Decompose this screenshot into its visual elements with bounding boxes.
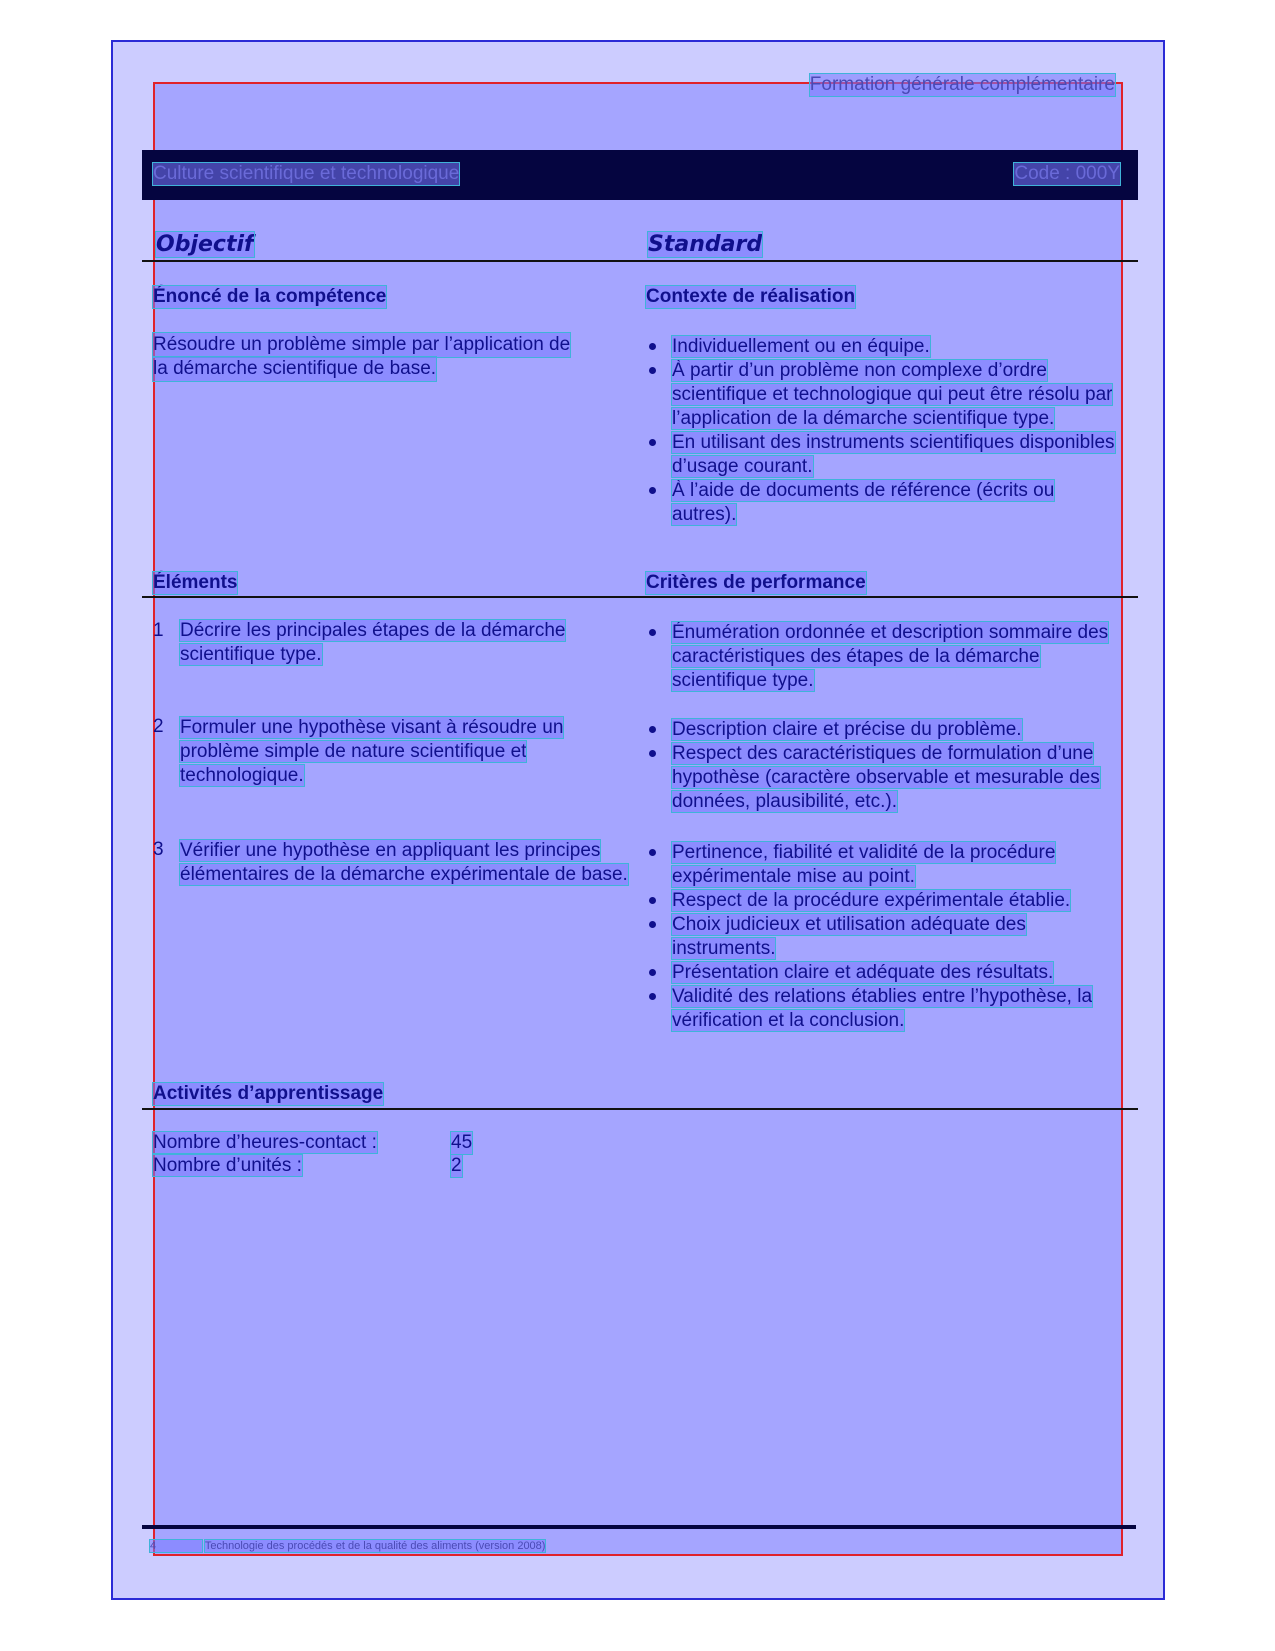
- list-item: À l’aide de documents de référence (écrits ou autres).: [648, 479, 1118, 527]
- units-value: 2: [451, 1155, 462, 1176]
- context-list: [648, 335, 1118, 527]
- footer: [150, 1540, 545, 1552]
- course-code: Code : 000Y: [1014, 163, 1120, 184]
- hours-value: 45: [451, 1132, 473, 1153]
- list-item: En utilisant des instruments scientifiques disponibles d’usage courant.: [648, 431, 1118, 479]
- criteria-list: [648, 841, 1118, 1033]
- page-number: 4: [150, 1540, 202, 1552]
- criteria-list: [648, 718, 1118, 814]
- bullet-icon: [649, 897, 656, 904]
- element-number: 3: [153, 839, 164, 860]
- bullet-icon: [649, 993, 656, 1000]
- program-name: Formation générale complémentaire: [809, 74, 1115, 95]
- activities-heading: Activités d’apprentissage: [153, 1083, 384, 1104]
- hours-row: [153, 1132, 473, 1154]
- objective-heading: Objectif: [156, 232, 254, 257]
- list-item: Description claire et précise du problème.: [648, 718, 1118, 742]
- list-item: Pertinence, fiabilité et validité de la procédure expérimentale mise au point.: [648, 841, 1118, 889]
- divider: [142, 260, 1138, 262]
- competence-statement: [153, 333, 623, 381]
- element-text: Décrire les principales étapes de la démarche scientifique type.: [180, 620, 566, 665]
- element-number: 1: [153, 620, 164, 641]
- element-text: Vérifier une hypothèse en appliquant les principes élémentaires de la démarche expérimentale de base.: [180, 840, 628, 885]
- hours-label: Nombre d’heures-contact :: [153, 1132, 377, 1153]
- list-item: Individuellement ou en équipe.: [648, 335, 1118, 359]
- criteria-list: [648, 621, 1118, 693]
- elements-heading: Éléments: [153, 572, 238, 593]
- context-heading: Contexte de réalisation: [646, 286, 856, 307]
- standard-heading: Standard: [648, 232, 763, 257]
- footer-rule: [142, 1525, 1136, 1529]
- divider: [142, 596, 1138, 598]
- list-item: Validité des relations établies entre l’hypothèse, la vérification et la conclusion.: [648, 985, 1118, 1033]
- element-text: Formuler une hypothèse visant à résoudre un problème simple de nature scientifique et technologique.: [180, 717, 564, 786]
- units-row: [153, 1155, 462, 1177]
- bullet-icon: [649, 921, 656, 928]
- list-item: Énumération ordonnée et description sommaire des caractéristiques des étapes de la démarche scientifique type.: [648, 621, 1118, 693]
- bullet-icon: [649, 849, 656, 856]
- bullet-icon: [649, 969, 656, 976]
- bullet-icon: [649, 343, 656, 350]
- bullet-icon: [649, 750, 656, 757]
- bullet-icon: [649, 629, 656, 636]
- bullet-icon: [649, 367, 656, 374]
- course-title: Culture scientifique et technologique: [153, 163, 460, 184]
- list-item: À partir d’un problème non complexe d’ordre scientifique et technologique qui peut être résolu par l’application de la démarche scientifique type.: [648, 359, 1118, 431]
- competence-line: la démarche scientifique de base.: [153, 358, 437, 379]
- competence-line: Résoudre un problème simple par l’application de: [153, 334, 571, 355]
- element-number: 2: [153, 716, 164, 737]
- bullet-icon: [649, 726, 656, 733]
- list-item: Respect de la procédure expérimentale établie.: [648, 889, 1118, 913]
- bullet-icon: [649, 439, 656, 446]
- criteria-heading: Critères de performance: [646, 572, 866, 593]
- footer-text: Technologie des procédés et de la qualité des aliments (version 2008): [204, 1540, 546, 1552]
- competence-heading: Énoncé de la compétence: [153, 286, 387, 307]
- list-item: Respect des caractéristiques de formulation d’une hypothèse (caractère observable et mesurable des données, plausibilité, etc.).: [648, 742, 1118, 814]
- list-item: Choix judicieux et utilisation adéquate des instruments.: [648, 913, 1118, 961]
- list-item: Présentation claire et adéquate des résultats.: [648, 961, 1118, 985]
- units-label: Nombre d’unités :: [153, 1155, 302, 1176]
- bullet-icon: [649, 487, 656, 494]
- title-band: [142, 150, 1138, 200]
- divider: [142, 1108, 1138, 1110]
